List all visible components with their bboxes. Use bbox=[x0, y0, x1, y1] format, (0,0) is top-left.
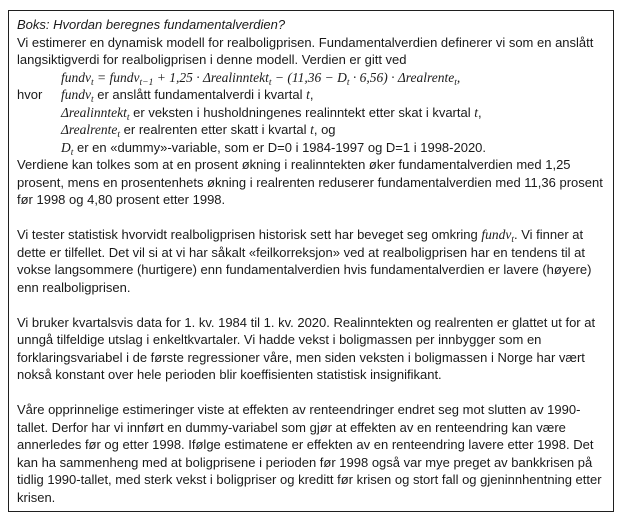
paragraph-error-correction bbox=[17, 226, 605, 296]
math-var-fundv-inline bbox=[481, 227, 514, 245]
math-term bbox=[61, 87, 94, 105]
paragraph-text: Vi tester statistisk hvorvidt realboligprisen historisk sett har beveget seg omkring bbox=[17, 227, 482, 242]
math-term bbox=[61, 122, 121, 140]
paragraph-dummy: Våre opprinnelige estimeringer viste at effekten av renteendringer endret seg mot slutten av 1990-tallet. Derfor har vi innført en dummy-variabel som gjør at effekten av en renteendring kan være annerledes før og etter 1998. Ifølge estimatene er effekten av en renteendring lavere etter 1998. Det kan ha sammenheng med at boligprisene i perioden før 1998 også var mye preget av bankkrisen på tidlig 1990-tallet, med sterk vekst i boligpriser og kreditt før krisen og stort fall og gjeninnhentning etter krisen. bbox=[17, 402, 602, 505]
info-box bbox=[8, 10, 614, 512]
definition-row bbox=[17, 86, 605, 104]
math-term bbox=[61, 104, 130, 123]
math-operator-times-coeff: · 6,56) · bbox=[349, 69, 398, 85]
math-var: D bbox=[337, 69, 347, 85]
definition-tail: , bbox=[478, 104, 482, 120]
definition-fundv bbox=[61, 86, 605, 104]
math-subscript: t bbox=[91, 95, 94, 105]
math-var: Δrealinntekt bbox=[61, 104, 127, 120]
math-var: Δrealrente bbox=[397, 69, 455, 85]
where-label: hvor bbox=[17, 87, 43, 102]
math-subscript: t−1 bbox=[139, 77, 154, 88]
where-label-spacer bbox=[17, 121, 61, 139]
math-comma: , bbox=[456, 69, 461, 85]
math-term bbox=[61, 139, 74, 158]
math-var: D bbox=[61, 139, 71, 155]
definition-text: er realrenten etter skatt i kvartal bbox=[120, 122, 311, 137]
math-subscript: t bbox=[126, 112, 130, 123]
math-operator-plus-coeff: + 1,25 · bbox=[153, 69, 203, 85]
definition-realinntekt bbox=[61, 104, 605, 122]
math-subscript: t bbox=[70, 147, 74, 158]
math-t: t bbox=[310, 122, 314, 137]
definition-row bbox=[17, 139, 605, 157]
definition-text: er veksten i husholdningenes realinntekt etter skat i kvartal bbox=[129, 104, 475, 120]
math-subscript: t bbox=[454, 77, 457, 88]
math-var: fundv bbox=[109, 69, 140, 85]
math-var-realrente bbox=[397, 69, 457, 88]
definition-tail: , og bbox=[313, 122, 336, 137]
paragraph-text: . Vi finner at dette er tilfellet. Det vil si at vi har såkalt «feilkorreksjon» ved at realboligprisen har en tendens til at vokse langsommere (hurtigere) enn fundamentalverdien hvis fundamentalverdien er lavere (høyere) enn realboligprisen. bbox=[17, 227, 592, 295]
math-var: fundv bbox=[481, 227, 512, 242]
math-operator-minus-paren: − (11,36 − bbox=[271, 69, 338, 85]
math-operator-equals: = bbox=[93, 69, 110, 85]
math-var-dummy bbox=[337, 69, 350, 88]
intro-paragraph: Vi estimerer en dynamisk modell for realboligprisen. Fundamentalverdien definerer vi som en anslått langsiktigverdi for realboligprisen i denne modell. Verdien er gitt ved bbox=[17, 34, 594, 67]
definition-tail: , bbox=[309, 87, 314, 102]
math-subscript: t bbox=[346, 77, 350, 88]
math-var: Δrealrente bbox=[61, 122, 118, 137]
math-t: t bbox=[474, 104, 478, 120]
box-title: Boks: Hvordan beregnes fundamentalverdien? bbox=[17, 17, 286, 32]
math-var-realinntekt bbox=[202, 69, 272, 88]
where-label-spacer bbox=[17, 139, 61, 157]
math-var-fundv-t bbox=[61, 69, 94, 88]
math-subscript: t bbox=[91, 77, 94, 88]
math-var-fundv-lag bbox=[109, 69, 154, 88]
definition-dummy bbox=[61, 139, 605, 157]
math-t: t bbox=[306, 87, 310, 102]
formula bbox=[17, 69, 605, 87]
paragraph-data: Vi bruker kvartalsvis data for 1. kv. 1984 til 1. kv. 2020. Realinntekten og realrenten er glattet ut for at unngå tilfeldige utslag i enkeltkvartaler. Vi hadde vekst i boligmassen per innbygger som en forklaringsvariabel i de første regressioner våre, men siden veksten i boligmassen i Norge har vært nokså konstant over hele perioden blir koeffisienten statistisk insignifikant. bbox=[17, 314, 596, 382]
definition-text: er anslått fundamentalverdi i kvartal bbox=[93, 87, 307, 102]
math-subscript: t bbox=[511, 235, 514, 245]
where-label-spacer bbox=[17, 104, 61, 122]
math-var: fundv bbox=[61, 69, 91, 85]
paragraph-interpretation: Verdiene kan tolkes som at en prosent økning i realinntekten øker fundamentalverdien med 1,25 prosent, mens en prosentenhets økning i realrenten reduserer fundamentalverdien med 11,36 prosent før 1998 og 4,80 prosent etter 1998. bbox=[17, 157, 603, 207]
definition-row bbox=[17, 121, 605, 139]
definition-row bbox=[17, 104, 605, 122]
math-var: Δrealinntekt bbox=[202, 69, 269, 85]
math-subscript: t bbox=[117, 130, 121, 140]
definition-realrente bbox=[61, 121, 605, 139]
definition-text: er en «dummy»-variable, som er D=0 i 1984-1997 og D=1 i 1998-2020. bbox=[73, 139, 487, 155]
math-subscript: t bbox=[268, 77, 272, 88]
math-var: fundv bbox=[61, 87, 91, 102]
